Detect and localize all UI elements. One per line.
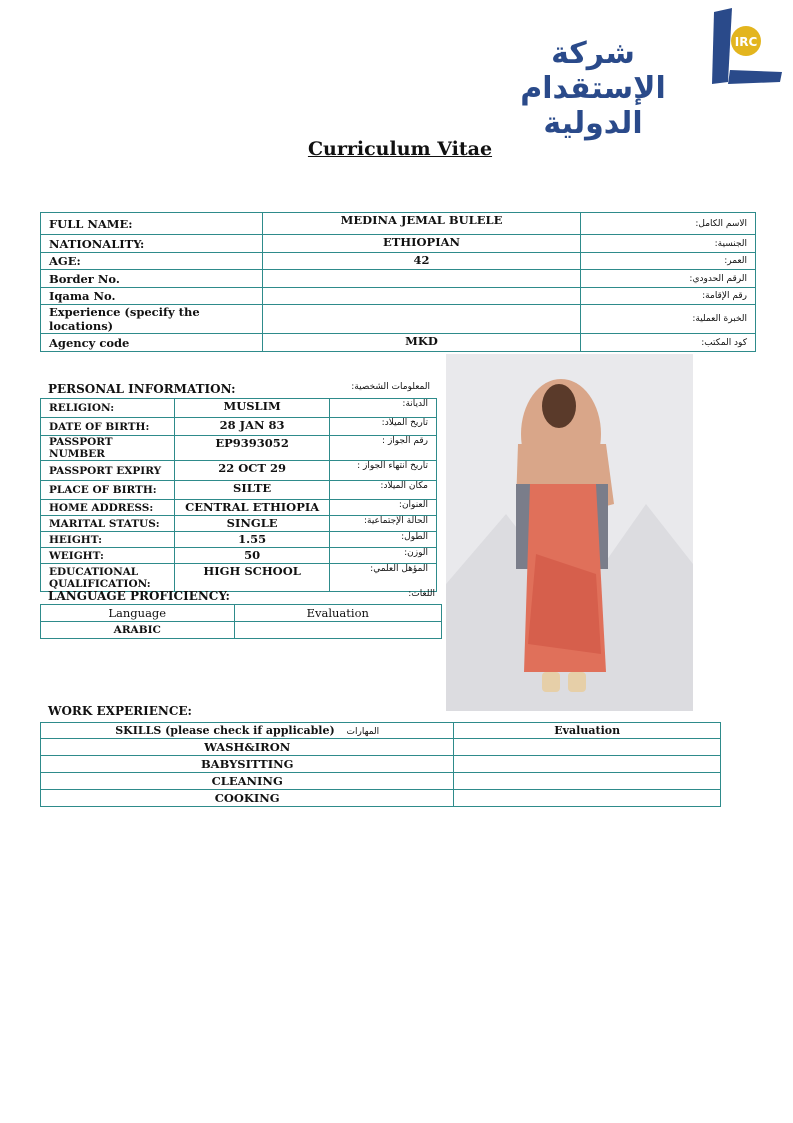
main-info-value: [262, 305, 581, 334]
personal-info-row: [41, 564, 437, 592]
main-info-row: [41, 213, 756, 235]
main-info-label: Border No.: [41, 270, 263, 288]
personal-info-arabic-label: مكان الميلاد:: [330, 481, 437, 500]
personal-info-value: 22 OCT 29: [174, 461, 329, 481]
skill-evaluation: [454, 739, 721, 756]
personal-info-arabic-label: الوزن:: [330, 548, 437, 564]
main-info-label: FULL NAME:: [41, 213, 263, 235]
main-info-arabic-label: رقم الإقامة:: [581, 288, 756, 305]
personal-info-heading-arabic: المعلومات الشخصية:: [351, 382, 430, 392]
main-info-label: Iqama No.: [41, 288, 263, 305]
main-info-row: [41, 305, 756, 334]
personal-info-row: [41, 548, 437, 564]
logo-badge-text: IRC: [734, 35, 758, 49]
personal-info-row: [41, 461, 437, 481]
company-logo: [478, 8, 783, 141]
language-heading: LANGUAGE PROFICIENCY:: [48, 589, 230, 603]
main-info-value: 42: [262, 253, 581, 270]
main-info-value: [262, 270, 581, 288]
main-info-label: Agency code: [41, 334, 263, 352]
skill-evaluation: [454, 756, 721, 773]
main-info-row: [41, 270, 756, 288]
skill-name: BABYSITTING: [41, 756, 454, 773]
work-experience-heading: WORK EXPERIENCE:: [48, 704, 192, 718]
personal-info-arabic-label: رقم الجواز :: [330, 436, 437, 461]
page-title: Curriculum Vitae: [307, 138, 493, 160]
skills-col-header: [41, 723, 454, 739]
personal-info-value: 1.55: [174, 532, 329, 548]
personal-info-arabic-label: الحالة الإجتماعية:: [330, 516, 437, 532]
personal-info-value: HIGH SCHOOL: [174, 564, 329, 592]
personal-info-row: [41, 399, 437, 418]
main-info-arabic-label: الخبرة العملية:: [581, 305, 756, 334]
personal-info-value: 50: [174, 548, 329, 564]
skills-evaluation-header: Evaluation: [454, 723, 721, 739]
main-info-value: MKD: [262, 334, 581, 352]
language-col-header: Language: [41, 605, 235, 622]
main-info-row: [41, 334, 756, 352]
photo-placeholder: [446, 354, 693, 711]
skill-name: CLEANING: [41, 773, 454, 790]
personal-info-arabic-label: تاريخ الميلاد:: [330, 418, 437, 436]
skills-col-header-arabic: المهارات: [346, 727, 380, 737]
personal-info-heading: PERSONAL INFORMATION:: [48, 382, 236, 396]
personal-info-label: HEIGHT:: [41, 532, 175, 548]
personal-info-arabic-label: المؤهل العلمي:: [330, 564, 437, 592]
language-heading-arabic: اللغات:: [408, 589, 435, 599]
skill-name: WASH&IRON: [41, 739, 454, 756]
language-row: [41, 622, 442, 639]
main-info-value: MEDINA JEMAL BULELE: [262, 213, 581, 235]
personal-info-value: SINGLE: [174, 516, 329, 532]
personal-info-value: 28 JAN 83: [174, 418, 329, 436]
main-info-arabic-label: الرقم الحدودي:: [581, 270, 756, 288]
personal-info-row: [41, 481, 437, 500]
personal-info-label: EDUCATIONAL QUALIFICATION:: [41, 564, 175, 592]
main-info-value: ETHIOPIAN: [262, 235, 581, 253]
personal-info-row: [41, 500, 437, 516]
language-evaluation: [234, 622, 441, 639]
skill-row: [41, 773, 721, 790]
main-info-arabic-label: الجنسية:: [581, 235, 756, 253]
skill-row: [41, 739, 721, 756]
skills-col-header-label: SKILLS (please check if applicable): [115, 724, 335, 737]
main-info-label: NATIONALITY:: [41, 235, 263, 253]
main-info-row: [41, 235, 756, 253]
personal-info-table: [40, 398, 437, 592]
personal-info-label: PASSPORT EXPIRY: [41, 461, 175, 481]
personal-info-value: SILTE: [174, 481, 329, 500]
personal-info-label: MARITAL STATUS:: [41, 516, 175, 532]
logo-emblem: [706, 8, 782, 86]
skill-row: [41, 756, 721, 773]
main-info-row: [41, 253, 756, 270]
personal-info-label: RELIGION:: [41, 399, 175, 418]
personal-info-arabic-label: العنوان:: [330, 500, 437, 516]
personal-info-row: [41, 436, 437, 461]
personal-info-label: PASSPORT NUMBER: [41, 436, 175, 461]
skill-row: [41, 790, 721, 807]
language-name: ARABIC: [41, 622, 235, 639]
personal-info-label: WEIGHT:: [41, 548, 175, 564]
personal-info-value: EP9393052: [174, 436, 329, 461]
main-info-row: [41, 288, 756, 305]
main-info-arabic-label: الاسم الكامل:: [581, 213, 756, 235]
personal-info-arabic-label: تاريخ انتهاء الجواز :: [330, 461, 437, 481]
main-info-label: Experience (specify the locations): [41, 305, 263, 334]
logo-arabic-name: شركة الإستقدام الدولية: [520, 36, 666, 141]
main-info-label: AGE:: [41, 253, 263, 270]
personal-info-arabic-label: الديانة:: [330, 399, 437, 418]
language-table: [40, 604, 442, 639]
personal-info-label: HOME ADDRESS:: [41, 500, 175, 516]
skills-table: [40, 722, 721, 807]
personal-info-value: CENTRAL ETHIOPIA: [174, 500, 329, 516]
personal-info-label: PLACE OF BIRTH:: [41, 481, 175, 500]
skill-evaluation: [454, 773, 721, 790]
personal-info-row: [41, 532, 437, 548]
personal-info-row: [41, 516, 437, 532]
personal-info-label: DATE OF BIRTH:: [41, 418, 175, 436]
skill-evaluation: [454, 790, 721, 807]
main-info-arabic-label: العمر:: [581, 253, 756, 270]
main-info-table: [40, 212, 756, 352]
evaluation-col-header: Evaluation: [234, 605, 441, 622]
skill-name: COOKING: [41, 790, 454, 807]
personal-info-value: MUSLIM: [174, 399, 329, 418]
candidate-photo: [446, 354, 693, 711]
main-info-value: [262, 288, 581, 305]
main-info-arabic-label: كود المكتب:: [581, 334, 756, 352]
personal-info-row: [41, 418, 437, 436]
personal-info-arabic-label: الطول:: [330, 532, 437, 548]
